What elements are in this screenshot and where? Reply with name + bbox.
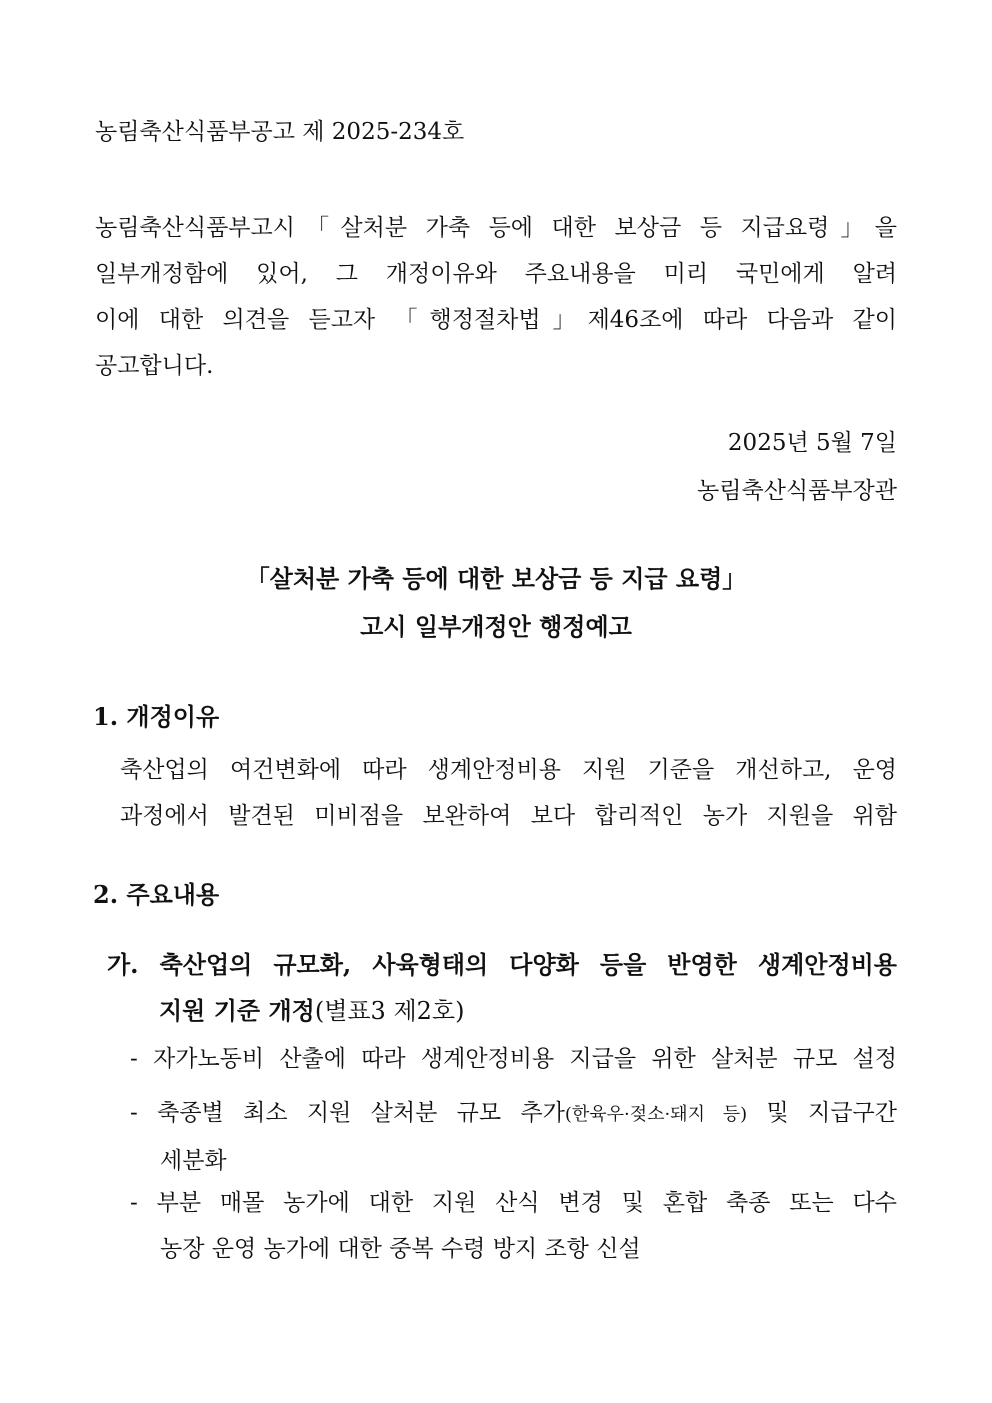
bullet-line: - 부분 매몰 농가에 대한 지원 산식 변경 및 혼합 축종 또는 다수 xyxy=(130,1190,897,1216)
bullet-item xyxy=(130,1090,897,1184)
bullet-text: - 축종별 최소 지원 살처분 규모 추가 xyxy=(130,1100,565,1126)
item-ga-reference: (별표3 제2호) xyxy=(314,997,465,1025)
bullet-item xyxy=(130,1036,897,1082)
section1-line: 과정에서 발견된 미비점을 보완하여 보다 합리적인 농가 지원을 위함 xyxy=(120,803,897,829)
bullet-line: 세분화 xyxy=(160,1148,227,1174)
bullet-line: - 자가노동비 산출에 따라 생계안정비용 지급을 위한 살처분 규모 설정 xyxy=(130,1046,897,1072)
section1-heading: 1. 개정이유 xyxy=(93,702,220,731)
intro-line: 이에 대한 의견을 듣고자 「행정절차법」제46조에 따라 다음과 같이 xyxy=(95,307,897,333)
item-ga-line1: 가. 축산업의 규모화, 사육형태의 다양화 등을 반영한 생계안정비용 xyxy=(107,950,897,979)
bullet-item xyxy=(130,1180,897,1272)
bullet-parenthetical: (한육우·젖소·돼지 등) xyxy=(564,1104,748,1125)
document-title-line2: 고시 일부개정안 행정예고 xyxy=(360,612,632,641)
section2-heading: 2. 주요내용 xyxy=(93,880,220,909)
item-ga xyxy=(107,942,897,1034)
notice-number: 농림축산식품부공고 제 2025-234호 xyxy=(95,119,465,145)
intro-line: 공고합니다. xyxy=(95,353,214,379)
bullet-line: 농장 운영 농가에 대한 중복 수령 방지 조항 신설 xyxy=(160,1236,641,1262)
document-title-line1: 「살처분 가축 등에 대한 보상금 등 지급 요령」 xyxy=(245,564,747,593)
section1-line: 축산업의 여건변화에 따라 생계안정비용 지원 기준을 개선하고, 운영 xyxy=(120,757,897,783)
bullet-line xyxy=(130,1090,897,1138)
item-ga-line2-bold: 지원 기준 개정 xyxy=(159,996,315,1025)
issuer-name: 농림축산식품부장관 xyxy=(697,478,897,504)
notice-date: 2025년 5월 7일 xyxy=(727,430,897,456)
section1-body xyxy=(120,747,897,839)
intro-line: 농림축산식품부고시「살처분 가축 등에 대한 보상금 등 지급요령」을 xyxy=(95,215,897,241)
item-ga-line2 xyxy=(107,988,897,1034)
intro-line: 일부개정함에 있어, 그 개정이유와 주요내용을 미리 국민에게 알려 xyxy=(95,261,897,287)
intro-paragraph xyxy=(95,205,897,389)
bullet-text: 및 지급구간 xyxy=(747,1100,897,1126)
